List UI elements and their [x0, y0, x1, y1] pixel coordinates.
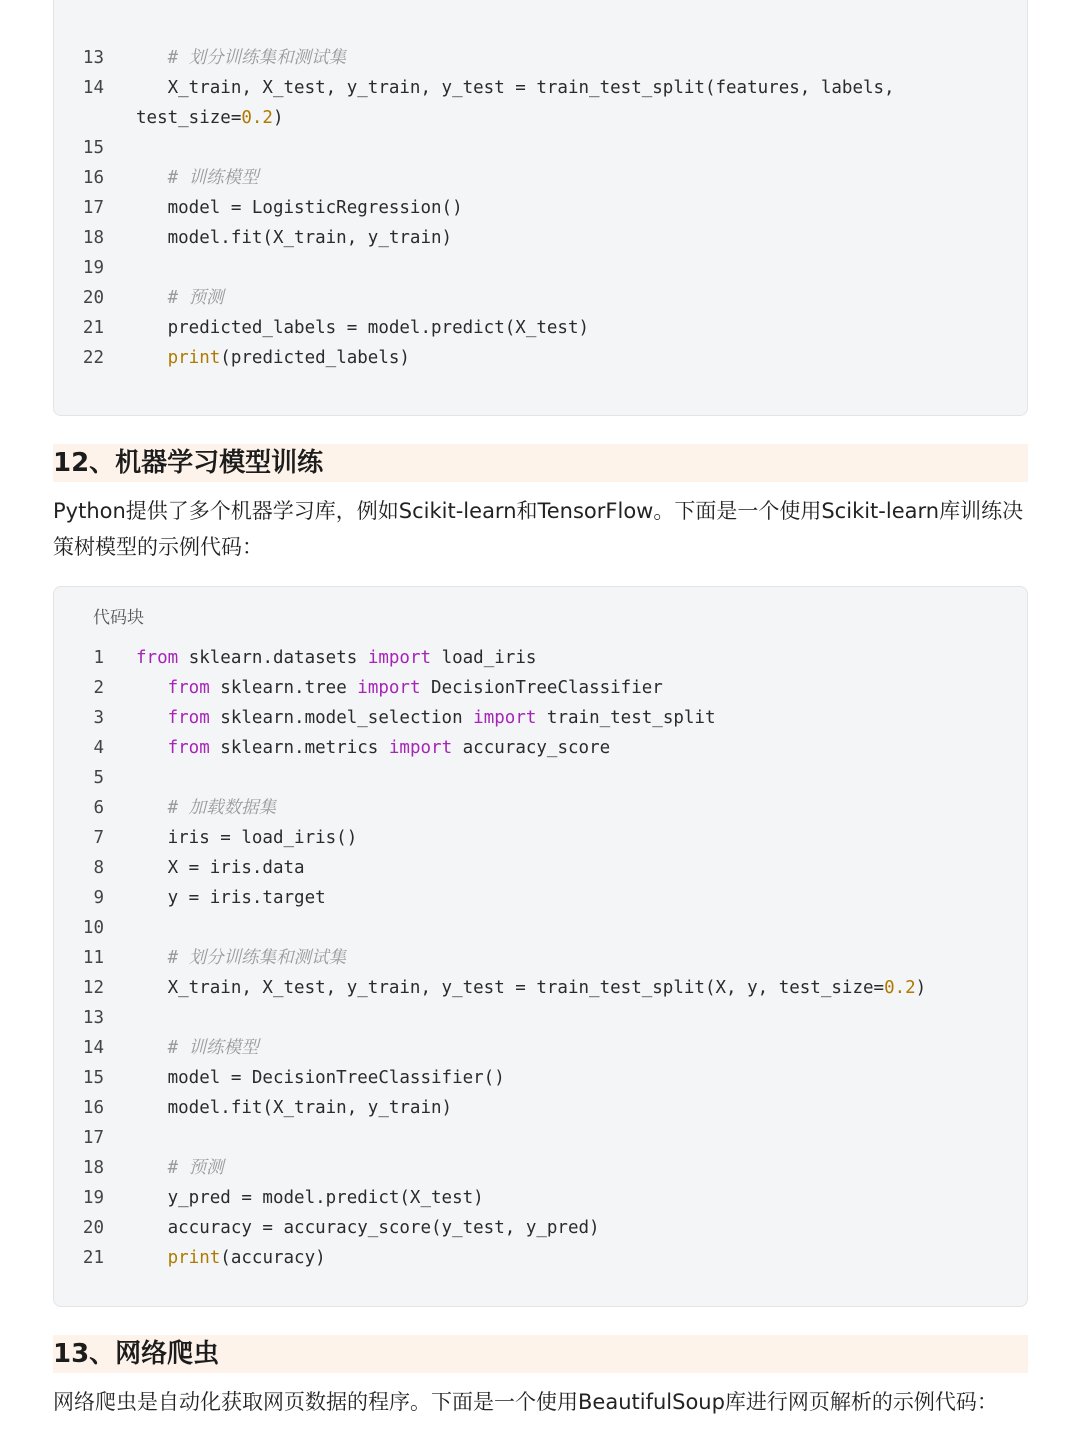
code-indent	[136, 348, 168, 368]
code-indent	[136, 708, 168, 728]
code-token: train_test_split	[536, 708, 716, 728]
line-number: 21	[82, 318, 104, 338]
code-token: from	[136, 648, 179, 668]
code-token: model.fit(X_train, y_train)	[167, 1098, 453, 1118]
code-token: (accuracy)	[220, 1248, 326, 1268]
code-line	[54, 793, 1027, 823]
code-line	[54, 673, 1027, 703]
code-line	[54, 1243, 1027, 1273]
code-indent	[136, 78, 168, 98]
code-token: (predicted_labels)	[220, 348, 410, 368]
code-line	[54, 1063, 1027, 1093]
code-line	[54, 1003, 1027, 1033]
code-indent	[136, 1188, 168, 1208]
code-indent	[136, 288, 168, 308]
section-13-paragraph: 网络爬虫是自动化获取网页数据的程序。下面是一个使用BeautifulSoup库进行网页解析的示例代码：	[53, 1390, 998, 1414]
code-token: X_train, X_test, y_train, y_test = train_test_split(features, labels,	[167, 78, 895, 98]
code-token: model = LogisticRegression()	[167, 198, 463, 218]
line-number: 5	[93, 768, 104, 788]
code-token: iris = load_iris()	[167, 828, 358, 848]
code-token: X = iris.data	[167, 858, 305, 878]
code-line	[54, 253, 1027, 283]
code-indent	[136, 168, 168, 188]
line-number: 4	[93, 738, 104, 758]
code-token: import	[367, 648, 432, 668]
code-line	[54, 1183, 1027, 1213]
code-indent	[136, 48, 168, 68]
code-token: import	[473, 708, 537, 728]
code-line	[54, 853, 1027, 883]
code-block-label: 代码块	[93, 608, 144, 628]
code-text	[136, 43, 346, 73]
code-text	[136, 1183, 484, 1213]
code-text	[136, 703, 716, 733]
code-text	[136, 823, 357, 853]
code-line	[54, 733, 1027, 763]
code-text	[136, 733, 610, 763]
line-number: 8	[93, 858, 104, 878]
line-number: 21	[82, 1248, 104, 1268]
code-line	[54, 913, 1027, 943]
line-number: 15	[82, 1068, 104, 1088]
code-text	[136, 1213, 600, 1243]
code-token: # 加载数据集	[167, 798, 277, 818]
code-indent	[136, 858, 168, 878]
code-text	[136, 163, 259, 193]
code-line	[54, 1093, 1027, 1123]
code-token: test_size=	[136, 108, 242, 128]
code-token: # 预测	[167, 1158, 224, 1178]
line-number: 11	[82, 948, 104, 968]
code-block-1	[53, 0, 1028, 416]
code-token: sklearn.datasets	[178, 648, 368, 668]
code-token: from	[167, 738, 210, 758]
code-text	[136, 883, 326, 913]
code-indent	[136, 888, 168, 908]
code-line	[54, 883, 1027, 913]
code-indent	[136, 1248, 168, 1268]
line-number: 19	[82, 258, 104, 278]
code-token: # 预测	[167, 288, 224, 308]
line-number: 13	[82, 48, 104, 68]
line-number: 20	[82, 288, 104, 308]
line-number: 3	[93, 708, 104, 728]
code-token: # 训练模型	[167, 1038, 259, 1058]
code-indent	[136, 1038, 168, 1058]
line-number: 7	[93, 828, 104, 848]
code-text	[136, 973, 926, 1003]
code-token: model = DecisionTreeClassifier()	[167, 1068, 505, 1088]
code-text	[136, 1093, 452, 1123]
code-text	[136, 283, 224, 313]
code-token: # 训练模型	[167, 168, 259, 188]
code-token: sklearn.tree	[209, 678, 358, 698]
code-text	[136, 1243, 326, 1273]
section-heading-13: 13、网络爬虫	[53, 1335, 1028, 1373]
code-token: X_train, X_test, y_train, y_test = train_test_split(X, y, test_size=	[167, 978, 885, 998]
code-line	[54, 343, 1027, 373]
code-line	[54, 973, 1027, 1003]
code-lines	[54, 643, 1027, 1273]
code-lines	[54, 43, 1027, 373]
line-number: 12	[82, 978, 104, 998]
code-text	[136, 193, 463, 223]
line-number: 17	[82, 1128, 104, 1148]
code-token: y_pred = model.predict(X_test)	[167, 1188, 484, 1208]
code-token: 0.2	[884, 978, 916, 998]
code-line	[54, 73, 1027, 103]
code-text	[136, 313, 589, 343]
code-line	[54, 283, 1027, 313]
code-indent	[136, 228, 168, 248]
code-indent	[136, 318, 168, 338]
code-token: predicted_labels = model.predict(X_test)	[167, 318, 590, 338]
code-text	[136, 1033, 259, 1063]
line-number: 15	[82, 138, 104, 158]
code-line	[54, 1153, 1027, 1183]
code-token: DecisionTreeClassifier	[420, 678, 663, 698]
code-indent	[136, 1098, 168, 1118]
code-indent	[136, 798, 168, 818]
line-number: 1	[93, 648, 104, 668]
code-text	[136, 853, 305, 883]
code-token: accuracy = accuracy_score(y_test, y_pred)	[167, 1218, 600, 1238]
code-indent	[136, 1158, 168, 1178]
code-text	[136, 343, 410, 373]
code-text	[136, 1063, 505, 1093]
code-text	[136, 223, 452, 253]
code-text	[136, 643, 536, 673]
code-line	[54, 1123, 1027, 1153]
code-token: sklearn.model_selection	[209, 708, 474, 728]
code-line	[54, 43, 1027, 73]
code-token: load_iris	[431, 648, 537, 668]
code-text	[136, 1153, 224, 1183]
code-token: print	[167, 348, 221, 368]
code-line	[54, 703, 1027, 733]
code-token: print	[167, 1248, 221, 1268]
code-text	[136, 103, 284, 133]
code-line	[54, 133, 1027, 163]
line-number: 18	[82, 228, 104, 248]
code-line	[54, 223, 1027, 253]
line-number: 18	[82, 1158, 104, 1178]
line-number: 9	[93, 888, 104, 908]
code-indent	[136, 738, 168, 758]
code-token: # 划分训练集和测试集	[167, 48, 347, 68]
line-number: 16	[82, 168, 104, 188]
line-number: 19	[82, 1188, 104, 1208]
line-number: 2	[93, 678, 104, 698]
code-line	[54, 943, 1027, 973]
code-token: accuracy_score	[452, 738, 611, 758]
code-token: )	[915, 978, 927, 998]
code-indent	[136, 678, 168, 698]
section-heading-12: 12、机器学习模型训练	[53, 444, 1028, 482]
code-token: from	[167, 708, 210, 728]
line-number: 10	[82, 918, 104, 938]
code-token: 0.2	[241, 108, 273, 128]
line-number: 14	[82, 1038, 104, 1058]
code-line	[54, 163, 1027, 193]
section-12-paragraph: Python提供了多个机器学习库，例如Scikit-learn和TensorFlow。下面是一个使用Scikit-learn库训练决策树模型的示例代码：	[53, 499, 1024, 559]
line-number: 22	[82, 348, 104, 368]
code-indent	[136, 1068, 168, 1088]
line-number: 6	[93, 798, 104, 818]
code-token: import	[357, 678, 421, 698]
code-line	[54, 313, 1027, 343]
code-line	[54, 103, 1027, 133]
code-indent	[136, 978, 168, 998]
code-line	[54, 763, 1027, 793]
code-token: import	[388, 738, 453, 758]
code-line	[54, 1213, 1027, 1243]
line-number: 13	[82, 1008, 104, 1028]
code-token: )	[272, 108, 284, 128]
line-number: 16	[82, 1098, 104, 1118]
code-text	[136, 73, 895, 103]
line-number: 17	[82, 198, 104, 218]
code-indent	[136, 1218, 168, 1238]
code-token: y = iris.target	[167, 888, 326, 908]
code-line	[54, 193, 1027, 223]
code-indent	[136, 198, 168, 218]
code-block-2	[53, 586, 1028, 1307]
line-number: 14	[82, 78, 104, 98]
code-text	[136, 673, 663, 703]
code-line	[54, 823, 1027, 853]
line-number: 20	[82, 1218, 104, 1238]
code-token: # 划分训练集和测试集	[167, 948, 347, 968]
code-line	[54, 643, 1027, 673]
code-token: sklearn.metrics	[209, 738, 389, 758]
code-text	[136, 943, 346, 973]
code-indent	[136, 828, 168, 848]
code-token: model.fit(X_train, y_train)	[167, 228, 453, 248]
code-token: from	[167, 678, 210, 698]
code-line	[54, 1033, 1027, 1063]
code-indent	[136, 948, 168, 968]
code-text	[136, 793, 276, 823]
